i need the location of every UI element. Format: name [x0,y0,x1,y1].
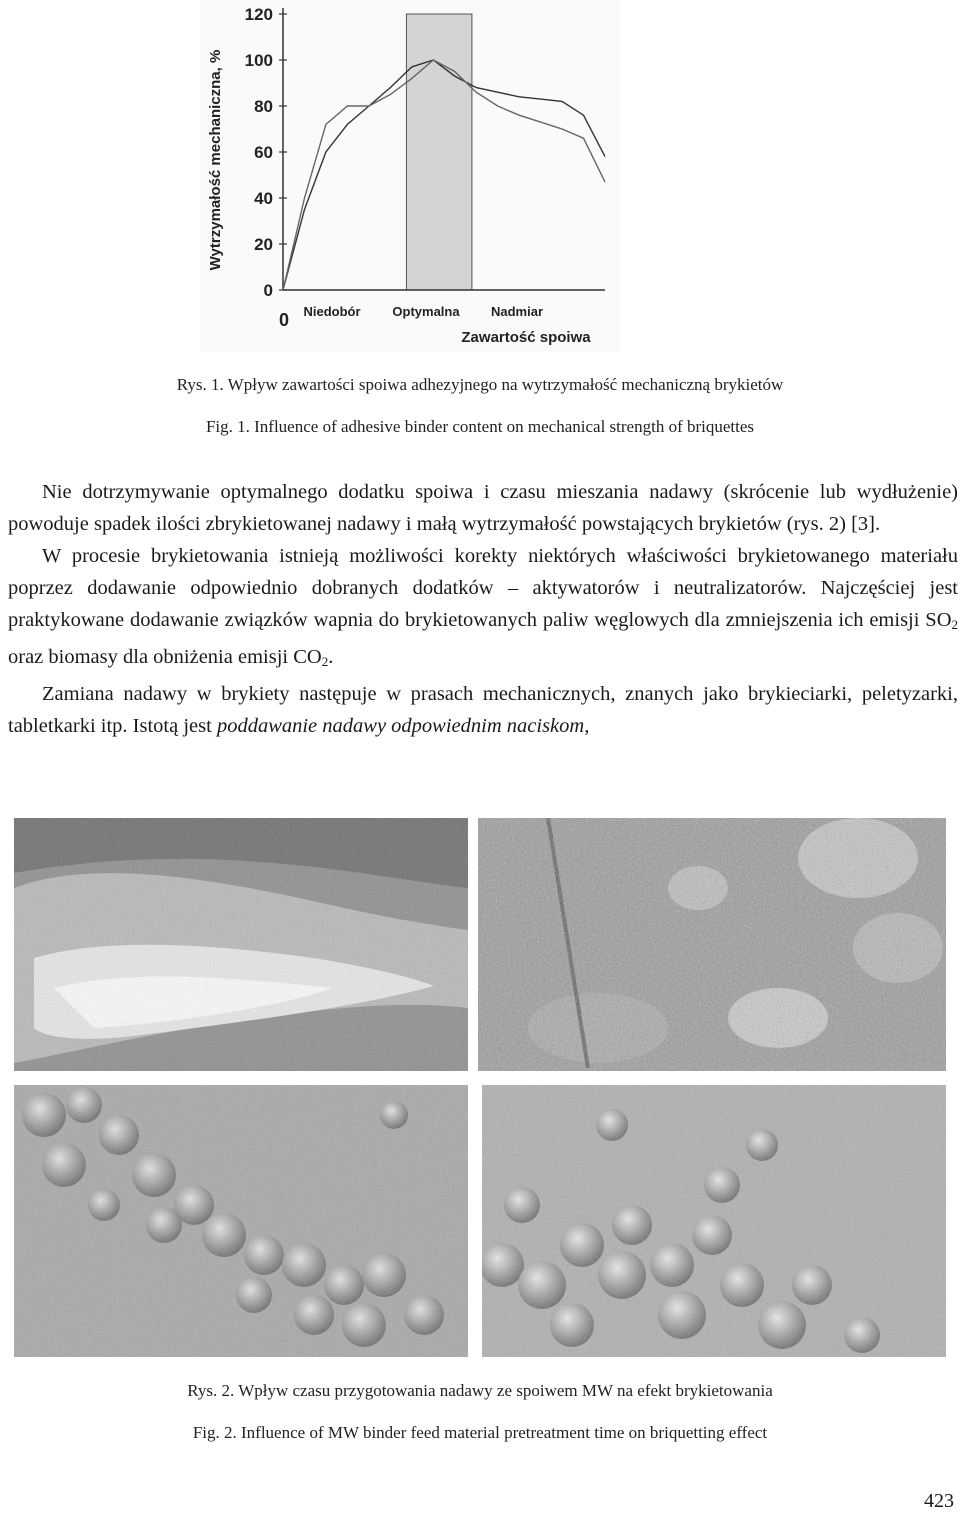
paragraph-2: W procesie brykietowania istnieją możliwości korekty niektórych właściwości brykietowanego materiału poprzez dodawanie odpowiednio dobranych dodatków – aktywatorów i neutralizatorów. Najczęściej jest praktykowane dodawanie związków wapnia do brykietowanych paliw węglowych dla zmniejszenia ich emisji $SO_2$ oraz biomasy dla obniżenia emisji $CO_2$. [8,545,958,669]
chart-y-tick-label: 80 [254,97,273,116]
paragraph-3: Zamiana nadawy w brykiety następuje w prasach mechanicznych, znanych jako brykieciarki, peletyzarki, tabletkarki itp. Istotą jest poddawanie nadawy odpowiednim naciskom, [8,683,958,737]
figure-1-chart [200,0,620,352]
body-text [8,476,958,742]
figure-1-caption-en: Fig. 1. Influence of adhesive binder content on mechanical strength of briquettes [205,417,755,436]
page-number: 423 [924,1490,954,1512]
photo-bottom-right [482,1085,946,1357]
chart-region-label-optimal: Optymalna [392,304,460,319]
optimal-region-shade [406,14,471,290]
figure-2-caption-pl: Rys. 2. Wpływ czasu przygotowania nadawy ze spoiwem MW na efekt brykietowania [187,1381,773,1400]
paragraph-1: Nie dotrzymywanie optymalnego dodatku spoiwa i czasu mieszania nadawy (skrócenie lub wydłużenie) powoduje spadek ilości zbrykietowanej nadawy i małą wytrzymałość powstających brykietów (rys. 2) [3]. [8,481,958,535]
figure-2-caption-en: Fig. 2. Influence of MW binder feed material pretreatment time on briquetting effect [192,1423,768,1442]
chart-y-tick-label: 40 [254,189,273,208]
photo-bottom-left [14,1085,468,1357]
chart-y-tick-label: 100 [244,51,273,70]
chart-y-tick-label: 120 [244,5,273,24]
figure-1-caption-pl: Rys. 1. Wpływ zawartości spoiwa adhezyjnego na wytrzymałość mechaniczną brykietów [176,375,784,394]
chart-y-axis-label: Wytrzymałość mechaniczna, % [207,49,224,271]
chart-region-label-deficit: Niedobór [303,304,361,319]
chart-x-origin-label: 0 [278,310,290,330]
photo-top-left [14,818,468,1071]
chart-y-tick-label: 20 [254,235,273,254]
chart-y-tick-label: 0 [263,281,273,300]
chart-x-axis-label: Zawartość spoiwa [461,329,591,346]
strength-chart-svg [200,0,620,352]
photo-top-right [478,818,946,1071]
chart-region-label-excess: Nadmiar [490,304,544,319]
chart-y-tick-label: 60 [254,143,273,162]
